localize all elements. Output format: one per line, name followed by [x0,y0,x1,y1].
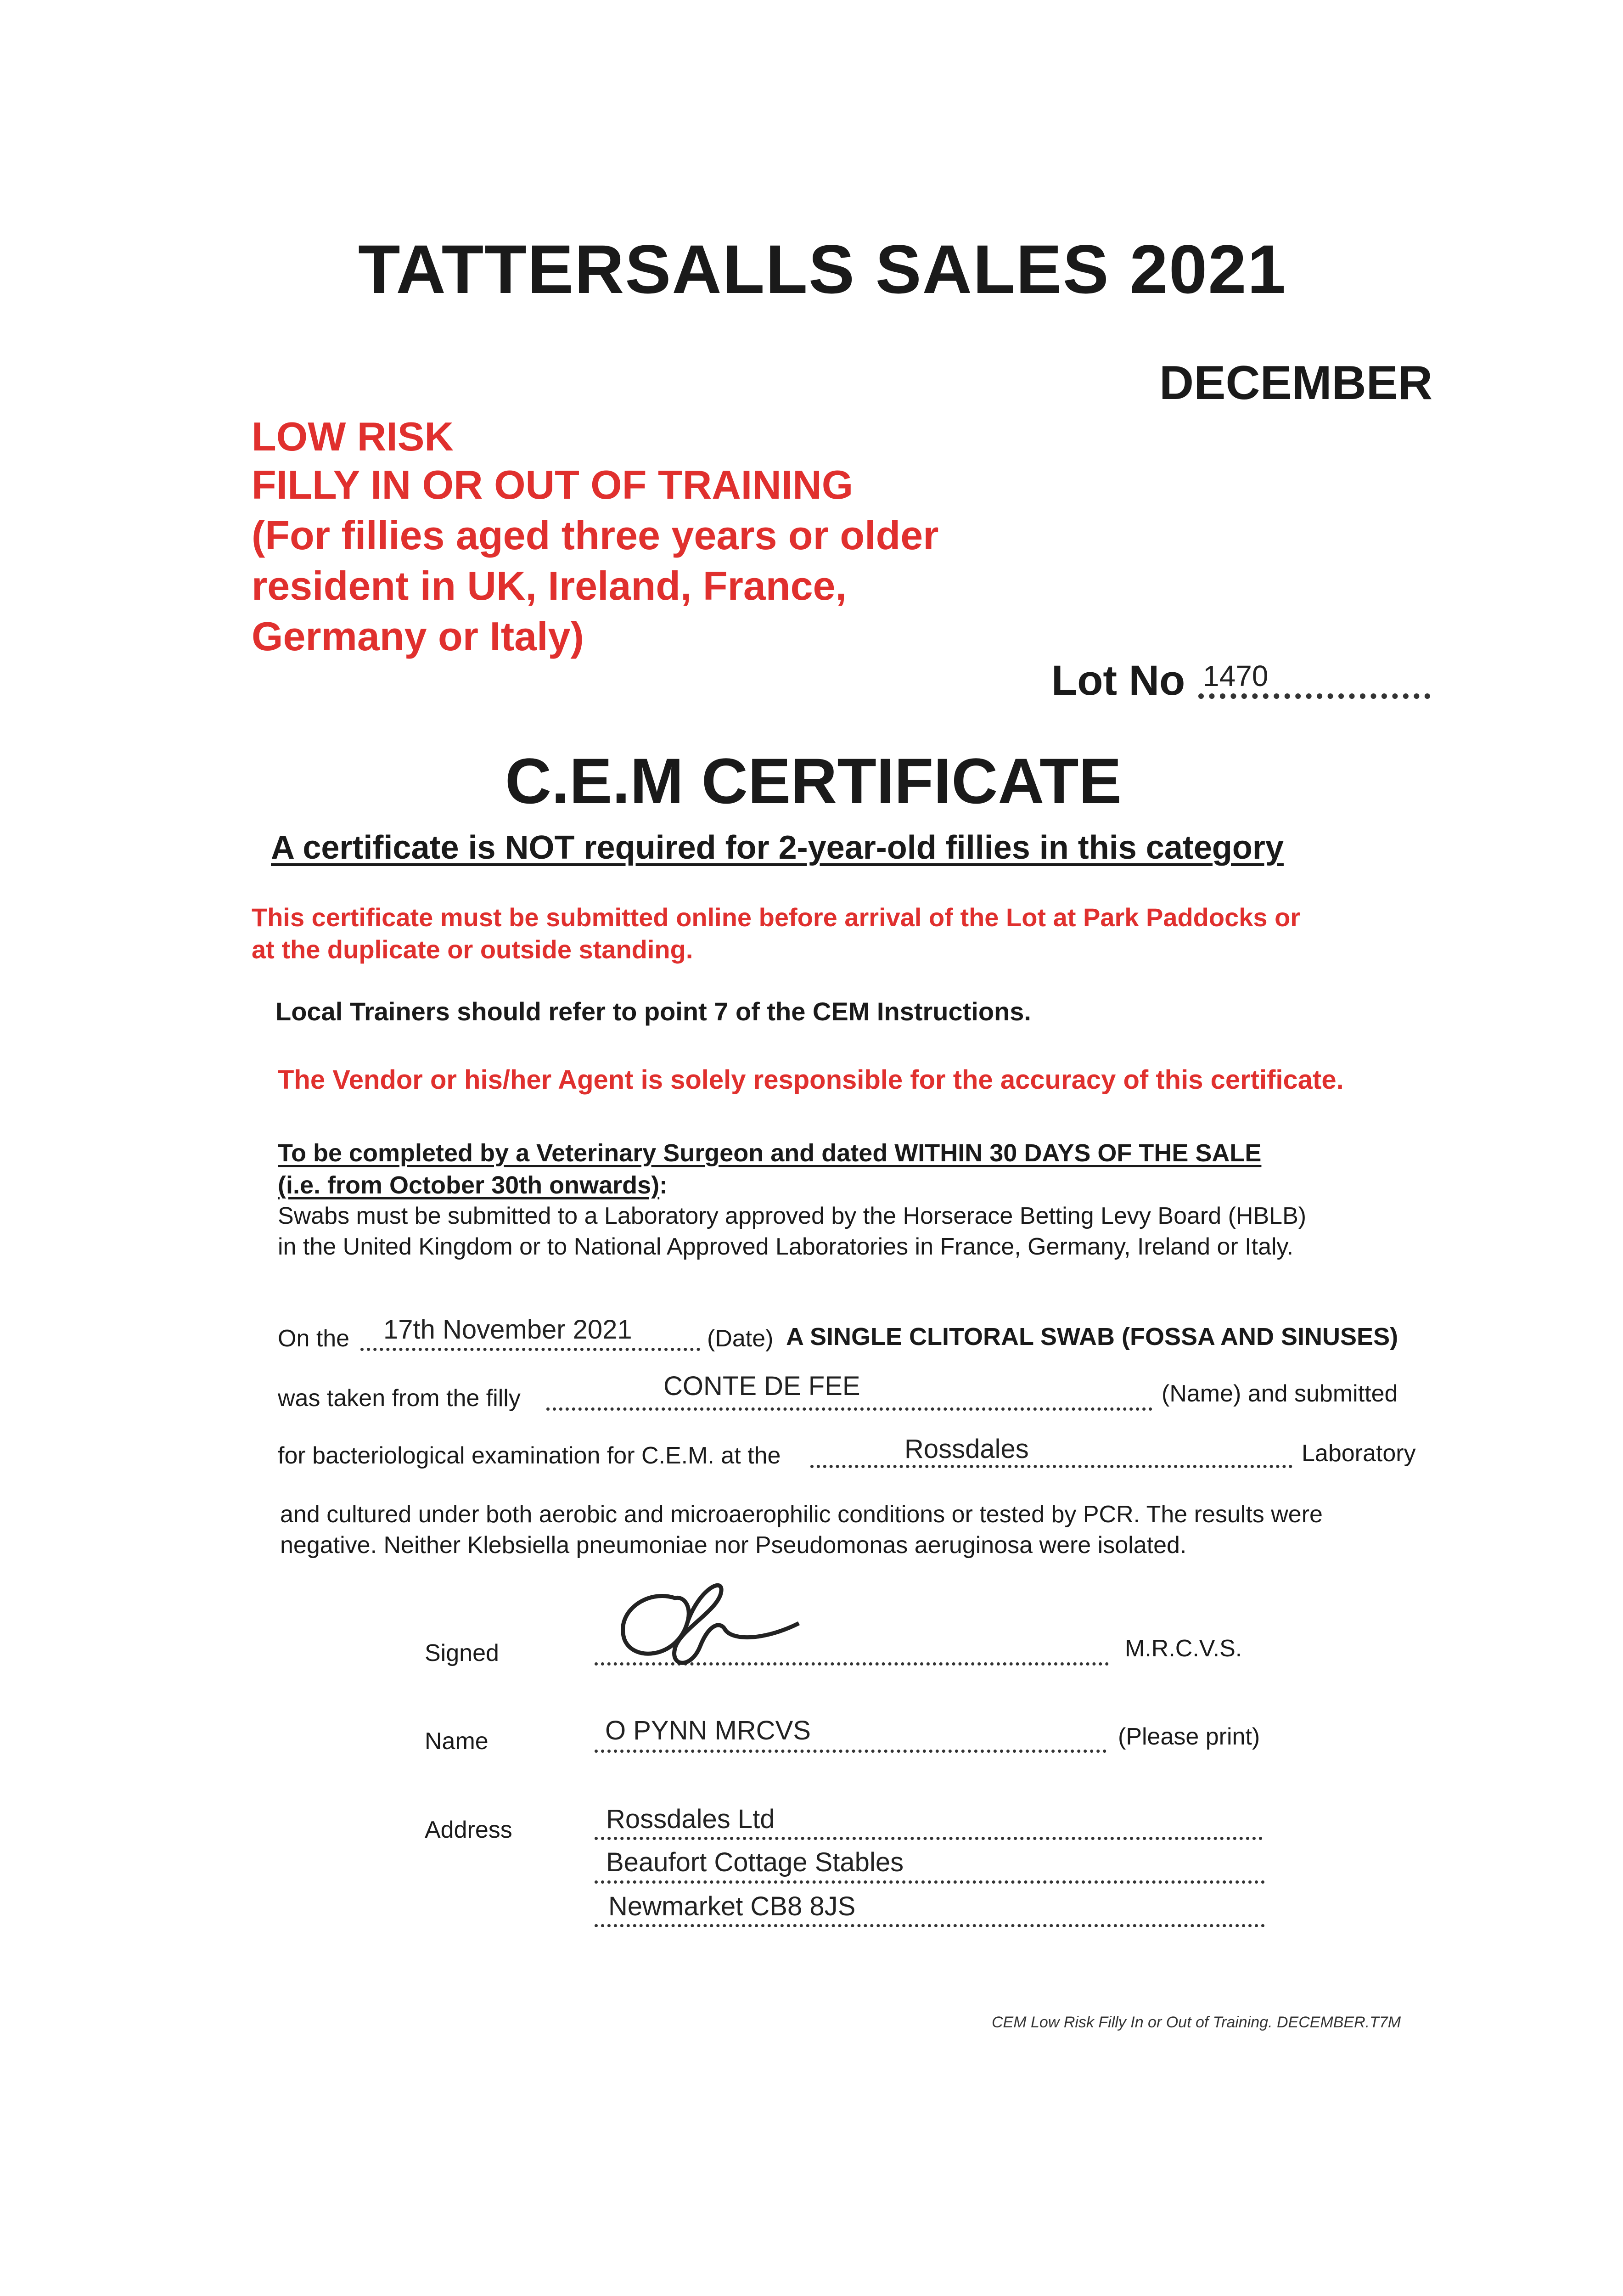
vet-name-value: O PYNN MRCVS [605,1716,811,1745]
not-required-notice: A certificate is NOT required for 2-year-old fillies in this category [271,829,1284,866]
on-the-label: On the [278,1325,350,1352]
bacteriological-label: for bacteriological examination for C.E.M. at the [278,1442,781,1469]
lot-dotted-line [1198,693,1430,699]
laboratory-label: Laboratory [1302,1440,1416,1467]
address-line: Newmarket CB8 8JS [608,1891,856,1921]
name-label: Name [425,1728,489,1755]
signed-label: Signed [425,1640,499,1666]
date-field-value: 17th November 2021 [383,1315,632,1345]
category-line: Germany or Italy) [252,613,584,659]
category-line: FILLY IN OR OUT OF TRAINING [252,462,854,507]
filly-name-value: CONTE DE FEE [663,1371,860,1401]
date-range-colon: : [659,1171,668,1199]
address-dotted-line [595,1880,1265,1884]
submit-notice-line: at the duplicate or outside standing. [252,935,693,964]
lab-dotted-line [810,1465,1292,1468]
address-line: Beaufort Cottage Stables [606,1847,904,1877]
swab-type-text: A SINGLE CLITORAL SWAB (FOSSA AND SINUSES) [786,1323,1398,1351]
date-suffix-label: (Date) [707,1325,774,1352]
signature-image [606,1570,822,1676]
document-title: TATTERSALLS SALES 2021 [358,231,1287,308]
address-label: Address [425,1817,512,1843]
category-line: LOW RISK [252,414,454,459]
taken-from-label: was taken from the filly [278,1385,521,1412]
vet-instructions-date-range [278,1171,668,1199]
sale-month: DECEMBER [1159,356,1433,410]
please-print-hint: (Please print) [1118,1723,1260,1750]
vet-name-dotted-line [595,1750,1106,1753]
local-trainers-note: Local Trainers should refer to point 7 of the CEM Instructions. [275,997,1031,1026]
address-line: Rossdales Ltd [606,1804,775,1834]
submit-notice-line: This certificate must be submitted online before arrival of the Lot at Park Paddocks or [252,903,1301,932]
address-dotted-line [595,1924,1265,1927]
mrcvs-label: M.R.C.V.S. [1125,1635,1242,1662]
laboratory-name-value: Rossdales [904,1434,1029,1464]
document-reference: CEM Low Risk Filly In or Out of Training. DECEMBER.T7M [992,2014,1401,2031]
swabs-instruction-line: Swabs must be submitted to a Laboratory approved by the Horserace Betting Levy Board (HBLB) [278,1203,1307,1229]
lot-label: Lot No [1051,657,1185,704]
certificate-title: C.E.M CERTIFICATE [505,745,1122,817]
lot-number-value: 1470 [1203,659,1269,692]
address-dotted-line [595,1837,1263,1840]
results-line: and cultured under both aerobic and microaerophilic conditions or tested by PCR. The results were [280,1501,1323,1528]
date-dotted-line [360,1348,700,1351]
name-submitted-label: (Name) and submitted [1162,1380,1398,1407]
filly-name-dotted-line [546,1407,1152,1411]
category-line: (For fillies aged three years or older [252,512,939,558]
vet-instructions-heading: To be completed by a Veterinary Surgeon and dated WITHIN 30 DAYS OF THE SALE [278,1139,1262,1167]
category-line: resident in UK, Ireland, France, [252,563,847,608]
results-line: negative. Neither Klebsiella pneumoniae nor Pseudomonas aeruginosa were isolated. [280,1532,1187,1559]
swabs-instruction-line: in the United Kingdom or to National Approved Laboratories in France, Germany, Ireland or Italy. [278,1233,1294,1260]
vendor-responsibility-note: The Vendor or his/her Agent is solely responsible for the accuracy of this certificate. [278,1065,1344,1095]
date-range-text: (i.e. from October 30th onwards) [278,1171,660,1199]
